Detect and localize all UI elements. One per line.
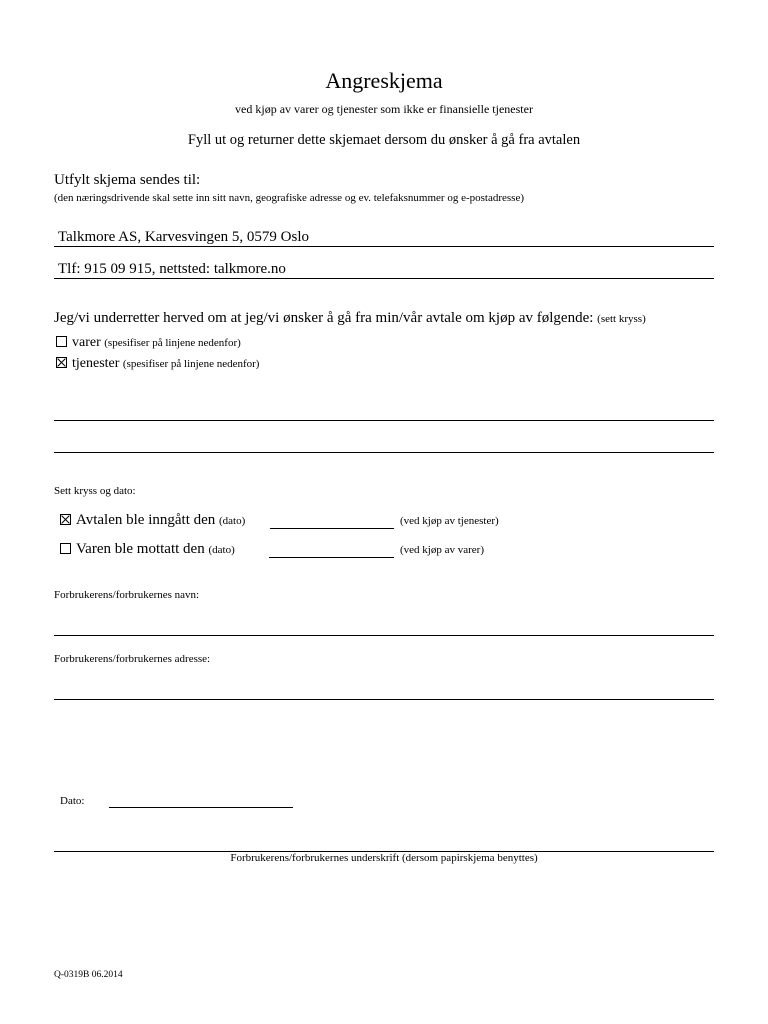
option-goods-note: (spesifiser på linjene nedenfor) [104, 337, 241, 349]
option-goods-label: varer [72, 335, 101, 350]
agreement-checkbox-checked[interactable] [60, 514, 71, 525]
goods-checkbox[interactable] [56, 336, 67, 347]
agreement-label: Avtalen ble inngått den [76, 512, 216, 528]
consumer-address-field[interactable] [54, 699, 714, 700]
signature-label: Forbrukerens/forbrukernes underskrift (dersom papirskjema benyttes) [230, 852, 538, 864]
consumer-address-label: Forbrukerens/forbrukernes adresse: [54, 653, 211, 665]
received-checkbox[interactable] [60, 543, 71, 554]
withdrawal-statement-text: Jeg/vi underretter herved om at jeg/vi ønsker å gå fra min/vår avtale om kjøp av følgende: [54, 310, 594, 326]
received-suffix: (ved kjøp av varer) [400, 544, 484, 556]
agreement-date-field[interactable] [270, 528, 394, 529]
option-services[interactable] [56, 356, 259, 372]
services-checkbox-checked[interactable] [56, 357, 67, 368]
date-row-received[interactable] [60, 541, 235, 558]
date-field[interactable] [109, 807, 293, 808]
send-to-label: Utfylt skjema sendes til: [54, 172, 201, 188]
recipient-address-line-2[interactable]: Tlf: 915 09 915, nettsted: talkmore.no [54, 261, 714, 279]
specification-line-1[interactable] [54, 420, 714, 421]
date-label: Dato: [60, 795, 85, 807]
option-goods[interactable] [56, 335, 241, 351]
consumer-name-label: Forbrukerens/forbrukernes navn: [54, 589, 200, 601]
date-section-label: Sett kryss og dato: [54, 485, 136, 497]
date-row-agreement[interactable] [60, 512, 245, 529]
form-code: Q-0319B 06.2014 [54, 970, 123, 980]
received-label: Varen ble mottatt den [76, 541, 205, 557]
send-to-note: (den næringsdrivende skal sette inn sitt navn, geografiske adresse og ev. telefaksnummer og e-postadresse) [54, 192, 525, 204]
agreement-suffix: (ved kjøp av tjenester) [400, 515, 499, 527]
recipient-address-line-1[interactable]: Talkmore AS, Karvesvingen 5, 0579 Oslo [54, 229, 714, 247]
form-subtitle: ved kjøp av varer og tjenester som ikke er finansielle tjenester [235, 102, 533, 116]
form-instruction: Fyll ut og returner dette skjemaet dersom du ønsker å gå fra avtalen [187, 132, 581, 148]
specification-line-2[interactable] [54, 452, 714, 453]
option-services-label: tjenester [72, 356, 120, 371]
withdrawal-statement [54, 310, 646, 327]
received-date-note: (dato) [208, 544, 235, 556]
form-title: Angreskjema [325, 68, 443, 93]
consumer-name-field[interactable] [54, 635, 714, 636]
agreement-date-note: (dato) [219, 515, 246, 527]
withdrawal-statement-note: (sett kryss) [597, 313, 646, 325]
received-date-field[interactable] [269, 557, 394, 558]
option-services-note: (spesifiser på linjene nedenfor) [122, 358, 260, 370]
